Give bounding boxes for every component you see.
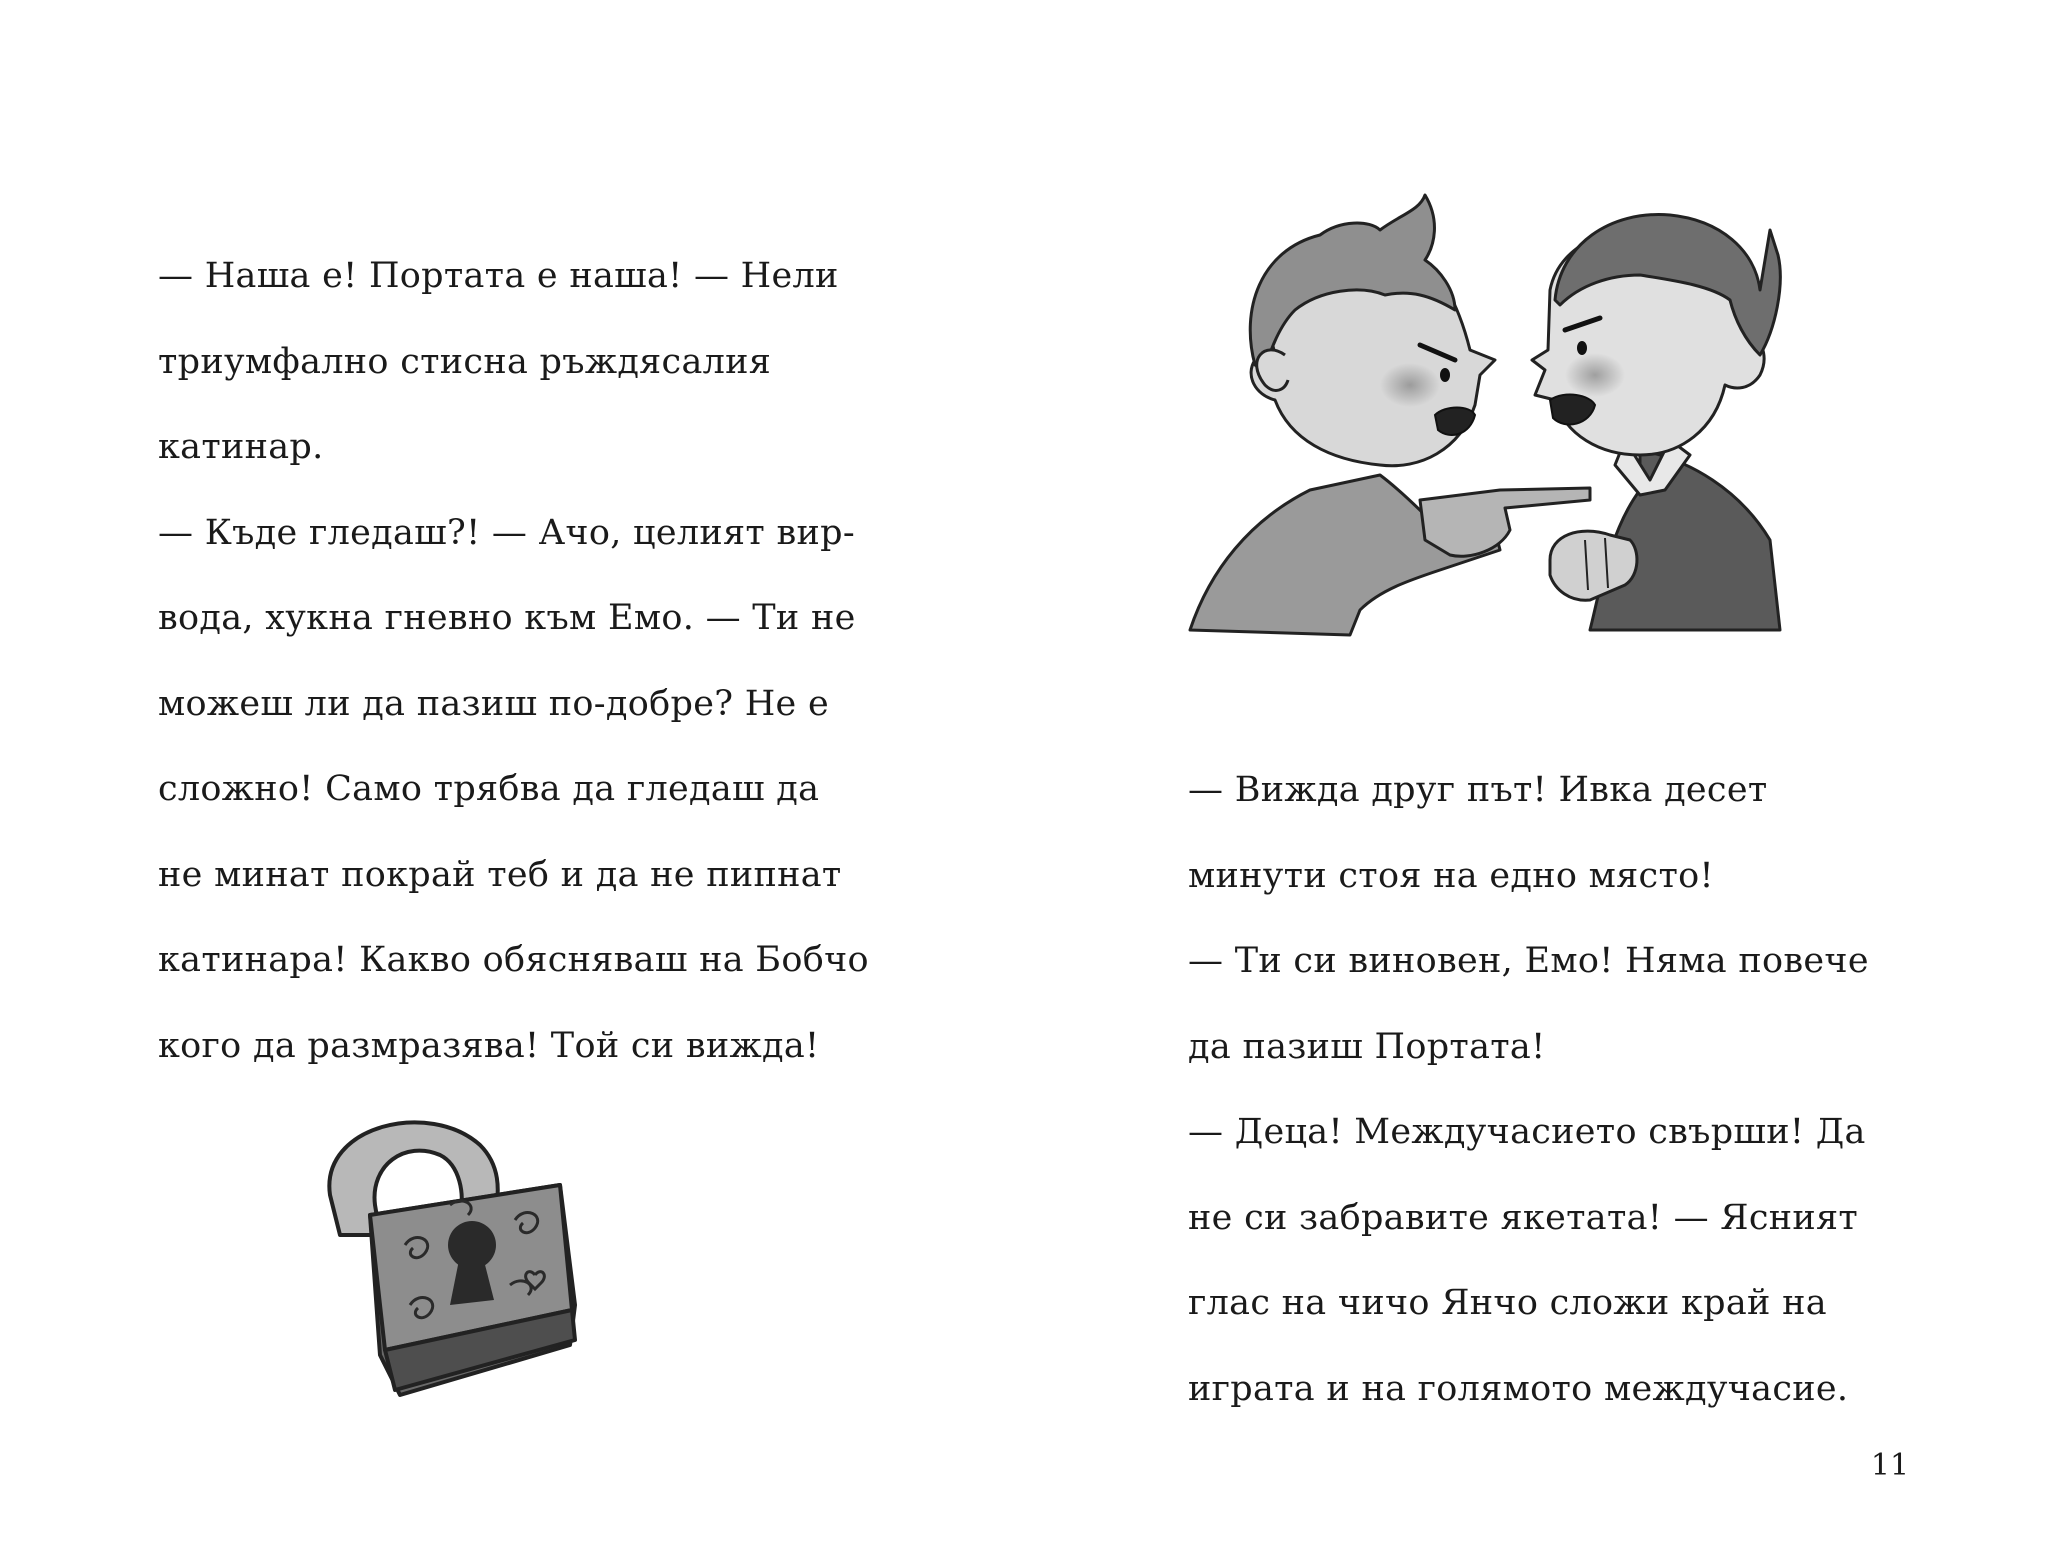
text-line: кого да размразява! Той си вижда! (158, 1025, 820, 1066)
text-line: — Къде гледаш?! — Ачо, целият вир- (158, 512, 855, 553)
text-line: — Деца! Междучасието свърши! Да (1188, 1112, 1866, 1152)
text-line: — Ти си виновен, Емо! Няма повече (1188, 941, 1869, 981)
text-line: сложно! Само трябва да гледаш да (158, 769, 820, 809)
text-line: триумфално стисна ръждясалия (158, 341, 772, 382)
text-line: минути стоя на едно място! (1188, 855, 1714, 896)
padlock-illustration (310, 1105, 660, 1405)
text-line: можеш ли да пазиш по-добре? Не е (158, 683, 829, 724)
two-boys-arguing-illustration (1170, 190, 1790, 660)
page-number: 11 (1870, 1448, 1910, 1483)
text-line: не минат покрай теб и да не пипнат (158, 854, 842, 895)
text-line: вода, хукна гневно към Емо. — Ти не (158, 598, 856, 638)
text-line: — Наша е! Портата е наша! — Нели (158, 256, 839, 296)
text-line: играта и на голямото междучасие. (1188, 1368, 1849, 1409)
text-line: — Вижда друг път! Ивка десет (1188, 770, 1768, 810)
text-line: катинара! Какво обясняваш на Бобчо (158, 940, 869, 980)
text-line: катинар. (158, 427, 324, 467)
left-text-column (158, 248, 918, 1103)
text-line: не си забравите якетата! — Ясният (1188, 1197, 1859, 1238)
right-text-column (1188, 762, 1928, 1446)
text-line: да пазиш Портата! (1188, 1026, 1546, 1067)
text-line: глас на чичо Янчо сложи край на (1188, 1283, 1827, 1323)
